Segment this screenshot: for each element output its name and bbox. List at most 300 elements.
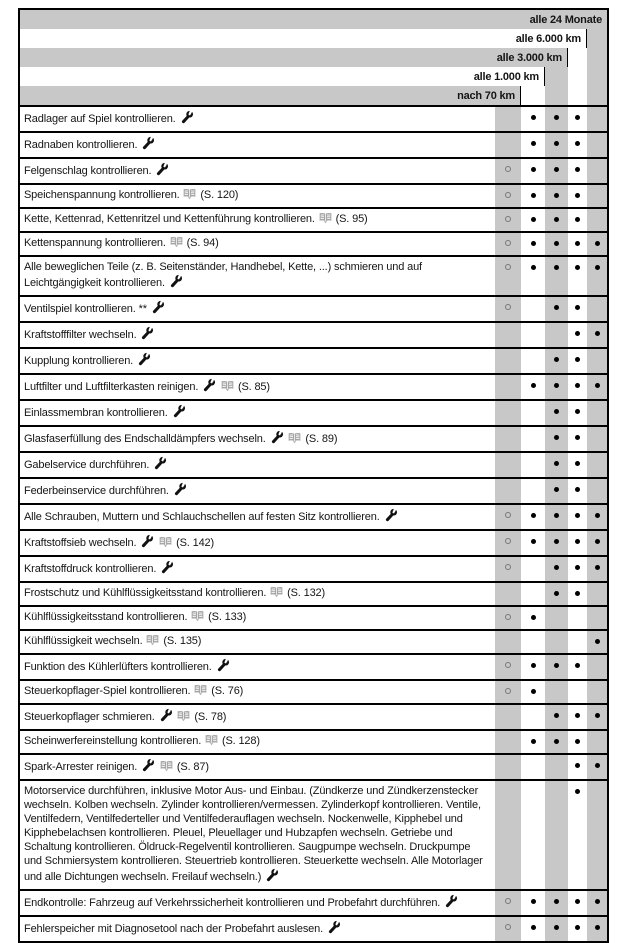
interval-dot (575, 167, 580, 172)
interval-circle (505, 192, 511, 198)
open-book-icon (160, 760, 173, 776)
interval-cell (495, 233, 521, 255)
interval-cell (545, 453, 568, 477)
interval-dot (575, 409, 580, 414)
interval-dot (575, 565, 580, 570)
interval-circle (505, 662, 511, 668)
task-label: Frostschutz und Kühlflüssigkeitsstand kontrollieren. (24, 587, 266, 599)
interval-cell (545, 583, 568, 605)
interval-cell (545, 209, 568, 231)
interval-dot (531, 193, 536, 198)
task-label: Kühlflüssigkeitsstand kontrollieren. (24, 611, 187, 623)
task-label: Alle Schrauben, Muttern und Schlauchschellen auf festen Sitz kontrollieren. (24, 511, 380, 523)
task-label: Endkontrolle: Fahrzeug auf Verkehrssicherheit kontrollieren und Probefahrt durchführen. (24, 897, 440, 909)
interval-dot (531, 925, 536, 930)
interval-cell (568, 755, 587, 779)
interval-cell (495, 107, 521, 131)
task-label: Speichenspannung kontrollieren. (24, 189, 180, 201)
header-interval-label: alle 6.000 km (516, 33, 581, 45)
interval-dot (575, 925, 580, 930)
interval-cell (521, 233, 545, 255)
interval-circle (505, 538, 511, 544)
wrench-icon (384, 508, 398, 526)
header-interval-label: nach 70 km (457, 90, 515, 102)
interval-dot (554, 115, 559, 120)
interval-cell (545, 297, 568, 321)
table-row (20, 581, 607, 605)
interval-dot (554, 305, 559, 310)
header-column-fill (545, 67, 568, 86)
interval-cell (587, 531, 607, 555)
interval-cell (545, 631, 568, 653)
row-text (20, 781, 495, 889)
interval-cell (495, 349, 521, 373)
header-row (20, 29, 607, 48)
header-row (20, 67, 607, 86)
interval-cell (521, 891, 545, 915)
interval-dot (575, 435, 580, 440)
header-interval-label: alle 3.000 km (497, 52, 562, 64)
interval-dot (575, 305, 580, 310)
interval-dot (575, 487, 580, 492)
interval-dot (575, 383, 580, 388)
interval-dot (575, 241, 580, 246)
interval-dot (531, 241, 536, 246)
header-interval-bar (20, 10, 607, 29)
row-text (20, 505, 495, 529)
interval-dot (554, 565, 559, 570)
interval-cell (521, 107, 545, 131)
open-book-icon (319, 212, 332, 228)
table-row (20, 157, 607, 183)
wrench-icon (140, 534, 154, 552)
interval-cell (521, 401, 545, 425)
interval-cell (495, 505, 521, 529)
interval-cell (495, 453, 521, 477)
task-label: Fehlerspeicher mit Diagnosetool nach der Probefahrt auslesen. (24, 923, 323, 935)
interval-cell (545, 731, 568, 753)
interval-cell (545, 185, 568, 207)
interval-cell (521, 323, 545, 347)
interval-cell (545, 479, 568, 503)
table-row (20, 889, 607, 915)
interval-cell (587, 631, 607, 653)
interval-cell (545, 655, 568, 679)
interval-cell (495, 781, 521, 889)
interval-dot (554, 193, 559, 198)
table-row (20, 679, 607, 703)
row-text (20, 349, 495, 373)
interval-dot (595, 241, 600, 246)
interval-cell (545, 349, 568, 373)
interval-dot (554, 435, 559, 440)
interval-circle (505, 614, 511, 620)
header-row (20, 10, 607, 29)
interval-dot (595, 713, 600, 718)
wrench-icon (159, 708, 173, 726)
interval-cell (568, 257, 587, 295)
interval-cell (545, 107, 568, 131)
interval-dot (595, 265, 600, 270)
wrench-icon (137, 352, 151, 370)
open-book-icon (183, 188, 196, 204)
interval-dot (595, 763, 600, 768)
row-text (20, 583, 495, 605)
header-row (20, 86, 607, 105)
interval-cell (587, 133, 607, 157)
interval-cell (587, 891, 607, 915)
interval-cell (568, 557, 587, 581)
interval-dot (554, 167, 559, 172)
task-label: Kupplung kontrollieren. (24, 355, 133, 367)
interval-cell (495, 257, 521, 295)
interval-dot (554, 739, 559, 744)
open-book-icon (270, 586, 283, 602)
table-row (20, 605, 607, 629)
interval-cell (568, 531, 587, 555)
table-row (20, 255, 607, 295)
interval-circle (505, 240, 511, 246)
interval-dot (554, 217, 559, 222)
table-row (20, 477, 607, 503)
page-ref: (S. 120) (200, 189, 238, 201)
task-label: Kraftstofffilter wechseln. (24, 329, 136, 341)
interval-cell (545, 257, 568, 295)
row-text (20, 891, 495, 915)
interval-dot (595, 565, 600, 570)
interval-cell (495, 531, 521, 555)
interval-dot (554, 141, 559, 146)
interval-cell (587, 583, 607, 605)
row-text (20, 185, 495, 207)
interval-cell (521, 185, 545, 207)
interval-circle (505, 512, 511, 518)
interval-cell (495, 557, 521, 581)
table-row (20, 703, 607, 729)
interval-cell (495, 159, 521, 183)
interval-cell (568, 401, 587, 425)
wrench-icon (180, 110, 194, 128)
interval-dot (575, 115, 580, 120)
interval-dot (575, 331, 580, 336)
interval-cell (587, 401, 607, 425)
wrench-icon (141, 136, 155, 154)
interval-cell (545, 159, 568, 183)
page-ref: (S. 95) (336, 213, 368, 225)
open-book-icon (221, 380, 234, 396)
header-column-fill (568, 86, 587, 105)
interval-dot (575, 763, 580, 768)
row-text (20, 209, 495, 231)
page-ref: (S. 87) (177, 761, 209, 773)
interval-cell (568, 185, 587, 207)
interval-cell (495, 375, 521, 399)
row-text (20, 401, 495, 425)
header-interval-label: alle 1.000 km (474, 71, 539, 83)
interval-cell (568, 233, 587, 255)
interval-cell (495, 209, 521, 231)
task-label: Kraftstoffdruck kontrollieren. (24, 563, 156, 575)
table-row (20, 207, 607, 231)
interval-cell (495, 731, 521, 753)
interval-cell (568, 479, 587, 503)
interval-circle (505, 924, 511, 930)
task-label: Luftfilter und Luftfilterkasten reinigen. (24, 381, 198, 393)
table-row (20, 321, 607, 347)
interval-cell (545, 891, 568, 915)
row-text (20, 917, 495, 941)
row-text (20, 233, 495, 255)
interval-dot (531, 615, 536, 620)
row-text (20, 427, 495, 451)
interval-dot (531, 265, 536, 270)
interval-circle (505, 688, 511, 694)
interval-dot (554, 591, 559, 596)
header-interval-label: alle 24 Monate (530, 14, 602, 26)
interval-dot (575, 663, 580, 668)
maintenance-schedule-table (18, 8, 609, 943)
interval-cell (587, 607, 607, 629)
interval-cell (568, 631, 587, 653)
header-column-fill (587, 48, 607, 67)
task-label: Motorservice durchführen, inklusive Motor Aus- und Einbau. (Zündkerze und Zündkerzenstecker wechseln. Kolben wechseln. Zylinder kontrollieren/vermessen. Zylinderkopf kontrollieren. Ventile, Ventilfedern, Ventilfederteller und Ventilfederauflagen wechseln. Nockenwelle, Kipphebel und Kipphebelachsen kontrollieren. Pleuel, Pleuellager und Hubzapfen wechseln. Getriebe und Schaltung kontrollieren. Öldruck-Regelventil kontrollieren. Saugpumpe wechseln. Druckpumpe und Schmiersystem kontrollieren. Steuertrieb kontrollieren. Steuerkette wechseln. Alle Motorlager und alle Dichtungen wechseln. Freilauf wechseln.) (24, 785, 483, 883)
table-row (20, 399, 607, 425)
page-ref: (S. 133) (208, 611, 246, 623)
interval-cell (568, 375, 587, 399)
interval-dot (575, 899, 580, 904)
interval-dot (575, 141, 580, 146)
interval-dot (595, 331, 600, 336)
interval-cell (568, 323, 587, 347)
table-row (20, 529, 607, 555)
interval-cell (568, 297, 587, 321)
task-label: Alle beweglichen Teile (z. B. Seitenständer, Handhebel, Kette, ...) schmieren und auf Leichtgängigkeit kontrollieren. (24, 261, 422, 289)
interval-dot (554, 713, 559, 718)
table-row (20, 131, 607, 157)
interval-cell (521, 781, 545, 889)
interval-cell (568, 107, 587, 131)
interval-cell (521, 607, 545, 629)
interval-circle (505, 304, 511, 310)
task-label: Kraftstoffsieb wechseln. (24, 537, 136, 549)
interval-cell (587, 781, 607, 889)
row-text (20, 297, 495, 321)
interval-cell (587, 479, 607, 503)
interval-cell (521, 583, 545, 605)
interval-dot (531, 739, 536, 744)
interval-dot (575, 357, 580, 362)
wrench-icon (151, 300, 165, 318)
row-text (20, 705, 495, 729)
interval-cell (545, 375, 568, 399)
interval-cell (568, 781, 587, 889)
wrench-icon (153, 456, 167, 474)
wrench-icon (140, 326, 154, 344)
row-text (20, 107, 495, 131)
interval-cell (495, 323, 521, 347)
interval-circle (505, 264, 511, 270)
open-book-icon (170, 236, 183, 252)
wrench-icon (169, 274, 183, 292)
interval-dot (531, 689, 536, 694)
row-text (20, 655, 495, 679)
interval-dot (554, 383, 559, 388)
interval-cell (495, 297, 521, 321)
interval-cell (587, 755, 607, 779)
interval-cell (587, 705, 607, 729)
interval-cell (495, 479, 521, 503)
row-text (20, 479, 495, 503)
interval-dot (554, 409, 559, 414)
interval-cell (521, 349, 545, 373)
interval-dot (575, 789, 580, 794)
interval-cell (568, 705, 587, 729)
interval-cell (587, 107, 607, 131)
task-label: Kette, Kettenrad, Kettenritzel und Kettenführung kontrollieren. (24, 213, 315, 225)
row-text (20, 159, 495, 183)
interval-dot (554, 513, 559, 518)
interval-cell (521, 479, 545, 503)
wrench-icon (155, 162, 169, 180)
interval-cell (545, 705, 568, 729)
interval-cell (545, 233, 568, 255)
interval-cell (521, 505, 545, 529)
interval-cell (521, 209, 545, 231)
interval-dot (595, 899, 600, 904)
row-text (20, 323, 495, 347)
interval-dot (575, 193, 580, 198)
interval-cell (568, 209, 587, 231)
header-column-fill (545, 86, 568, 105)
table-row (20, 231, 607, 255)
task-label: Felgenschlag kontrollieren. (24, 165, 151, 177)
interval-cell (521, 731, 545, 753)
interval-cell (521, 531, 545, 555)
header-column-fill (521, 86, 545, 105)
interval-cell (568, 505, 587, 529)
page-ref: (S. 135) (163, 635, 201, 647)
interval-dot (575, 217, 580, 222)
table-row (20, 183, 607, 207)
interval-cell (568, 159, 587, 183)
interval-dot (554, 357, 559, 362)
interval-cell (587, 681, 607, 703)
interval-cell (568, 133, 587, 157)
interval-dot (531, 383, 536, 388)
header-interval-bar (20, 29, 587, 48)
interval-dot (575, 713, 580, 718)
interval-cell (587, 349, 607, 373)
interval-cell (568, 349, 587, 373)
table-row (20, 779, 607, 889)
interval-dot (575, 539, 580, 544)
interval-cell (587, 557, 607, 581)
interval-cell (568, 427, 587, 451)
page-ref: (S. 78) (194, 711, 226, 723)
row-text (20, 631, 495, 653)
table-row (20, 729, 607, 753)
interval-dot (531, 539, 536, 544)
interval-cell (521, 557, 545, 581)
wrench-icon (172, 404, 186, 422)
interval-cell (521, 159, 545, 183)
table-row (20, 653, 607, 679)
interval-dot (531, 217, 536, 222)
row-text (20, 257, 495, 295)
wrench-icon (216, 658, 230, 676)
interval-cell (587, 427, 607, 451)
row-text (20, 557, 495, 581)
interval-cell (495, 891, 521, 915)
interval-dot (575, 461, 580, 466)
interval-cell (521, 631, 545, 653)
interval-cell (545, 401, 568, 425)
interval-circle (505, 564, 511, 570)
interval-cell (587, 185, 607, 207)
interval-cell (587, 323, 607, 347)
task-label: Radlager auf Spiel kontrollieren. (24, 113, 176, 125)
wrench-icon (202, 378, 216, 396)
task-label: Federbeinservice durchführen. (24, 485, 169, 497)
interval-cell (568, 681, 587, 703)
interval-cell (495, 755, 521, 779)
table-row (20, 753, 607, 779)
interval-cell (545, 531, 568, 555)
header-column-fill (587, 29, 607, 48)
interval-cell (495, 607, 521, 629)
interval-cell (521, 427, 545, 451)
header-column-fill (568, 48, 587, 67)
task-label: Funktion des Kühlerlüfters kontrollieren. (24, 661, 212, 673)
interval-cell (568, 453, 587, 477)
table-row (20, 373, 607, 399)
interval-dot (575, 739, 580, 744)
task-label: Gabelservice durchführen. (24, 459, 149, 471)
interval-cell (521, 755, 545, 779)
open-book-icon (159, 536, 172, 552)
page-ref: (S. 132) (287, 587, 325, 599)
interval-cell (587, 257, 607, 295)
interval-cell (521, 133, 545, 157)
header-row (20, 48, 607, 67)
interval-circle (505, 216, 511, 222)
page-ref: (S. 89) (305, 433, 337, 445)
interval-cell (545, 607, 568, 629)
interval-cell (545, 681, 568, 703)
interval-cell (568, 731, 587, 753)
row-text (20, 681, 495, 703)
interval-cell (495, 583, 521, 605)
row-text (20, 453, 495, 477)
header-interval-bar (20, 48, 568, 67)
table-row (20, 629, 607, 653)
interval-cell (587, 297, 607, 321)
task-label: Einlassmembran kontrollieren. (24, 407, 168, 419)
wrench-icon (160, 560, 174, 578)
interval-cell (587, 731, 607, 753)
task-label: Spark-Arrester reinigen. (24, 761, 137, 773)
interval-cell (545, 323, 568, 347)
open-book-icon (146, 634, 159, 650)
maintenance-rows (20, 105, 607, 941)
interval-cell (521, 297, 545, 321)
interval-cell (521, 705, 545, 729)
interval-cell (568, 655, 587, 679)
interval-dot (554, 899, 559, 904)
interval-cell (568, 583, 587, 605)
wrench-icon (444, 894, 458, 912)
interval-dot (531, 167, 536, 172)
